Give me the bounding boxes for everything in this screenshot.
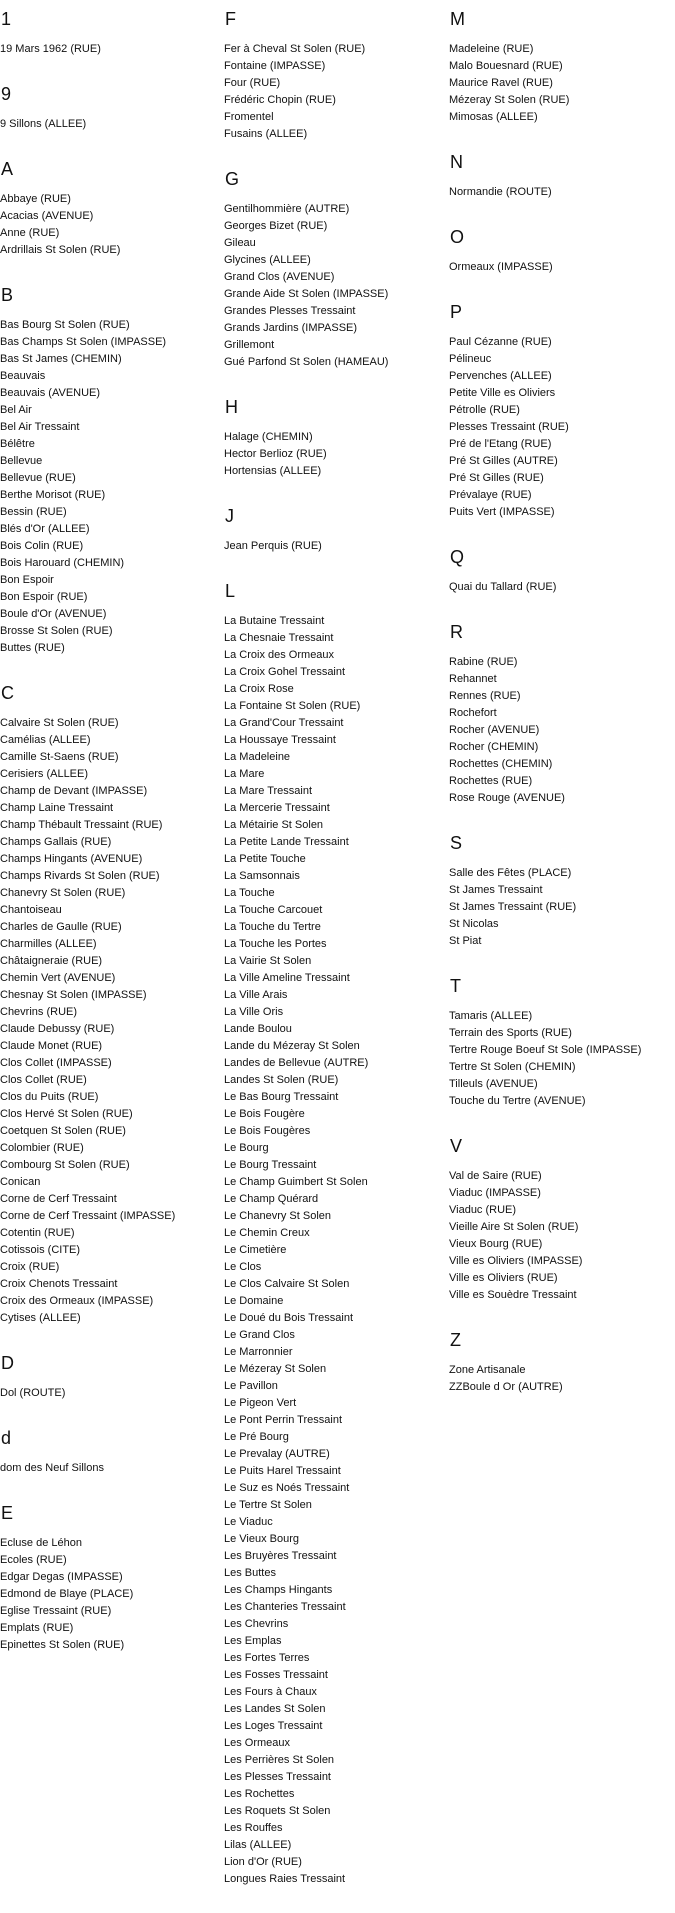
street-name: Champ Thébault Tressaint (RUE)	[0, 819, 163, 831]
section-letter-heading: G	[225, 169, 240, 189]
street-name: Le Clos	[224, 1261, 262, 1273]
street-name: Les Chanteries Tressaint	[224, 1601, 346, 1613]
street-name: Normandie (ROUTE)	[449, 186, 552, 198]
street-name: Champ Laine Tressaint	[0, 802, 114, 814]
section-letter-heading: N	[450, 152, 463, 172]
section-letter-heading: d	[1, 1428, 12, 1448]
street-name: Les Emplas	[224, 1635, 282, 1647]
street-name: Les Perrières St Solen	[224, 1754, 335, 1766]
street-name: Le Vieux Bourg	[224, 1533, 300, 1545]
street-name: Vieille Aire St Solen (RUE)	[449, 1221, 579, 1233]
street-name: Les Champs Hingants	[224, 1584, 333, 1596]
street-name: Salle des Fêtes (PLACE)	[449, 867, 572, 879]
street-list	[224, 429, 446, 480]
street-name: Grande Aide St Solen (IMPASSE)	[224, 288, 389, 300]
street-name: St Piat	[449, 935, 482, 947]
street-name: Rocher (CHEMIN)	[449, 741, 539, 753]
street-name: Cotissois (CITE)	[0, 1244, 81, 1256]
street-name: La Butaine Tressaint	[224, 615, 325, 627]
street-list	[449, 865, 671, 950]
street-name: Berthe Morisot (RUE)	[0, 489, 106, 501]
street-name: Le Champ Quérard	[224, 1193, 319, 1205]
street-name: Le Bourg Tressaint	[224, 1159, 317, 1171]
street-name: Clos Collet (RUE)	[0, 1074, 87, 1086]
street-name: La Touche du Tertre	[224, 921, 321, 933]
street-name: Chesnay St Solen (IMPASSE)	[0, 989, 147, 1001]
street-name: Prévalaye (RUE)	[449, 489, 532, 501]
street-name: Malo Bouesnard (RUE)	[449, 60, 563, 72]
street-name: Les Chevrins	[224, 1618, 289, 1630]
street-name: Rochettes (CHEMIN)	[449, 758, 553, 770]
street-name: La Touche les Portes	[224, 938, 327, 950]
street-name: Les Fosses Tressaint	[224, 1669, 328, 1681]
street-name: Lilas (ALLEE)	[224, 1839, 292, 1851]
street-name: Jean Perquis (RUE)	[224, 540, 322, 552]
street-name: Mimosas (ALLEE)	[449, 111, 538, 123]
street-name: Fromentel	[224, 111, 274, 123]
letter-section	[0, 1352, 222, 1402]
street-name: Combourg St Solen (RUE)	[0, 1159, 130, 1171]
street-list	[0, 41, 222, 58]
street-name: Fontaine (IMPASSE)	[224, 60, 326, 72]
street-name: Gileau	[224, 237, 256, 249]
section-letter-heading: A	[1, 159, 14, 179]
street-name: Claude Monet (RUE)	[0, 1040, 103, 1052]
street-name: La Ville Oris	[224, 1006, 284, 1018]
street-name: Tertre Rouge Boeuf St Sole (IMPASSE)	[449, 1044, 642, 1056]
street-name: Zone Artisanale	[449, 1364, 526, 1376]
street-name: La Croix des Ormeaux	[224, 649, 335, 661]
street-name: Bois Colin (RUE)	[0, 540, 84, 552]
street-name: Ardrillais St Solen (RUE)	[0, 244, 121, 256]
street-name: La Mare	[224, 768, 265, 780]
street-name: Grands Jardins (IMPASSE)	[224, 322, 358, 334]
street-name: Ormeaux (IMPASSE)	[449, 261, 553, 273]
section-letter-heading: T	[450, 976, 461, 996]
street-name: Chanevry St Solen (RUE)	[0, 887, 126, 899]
street-list	[0, 1385, 222, 1402]
street-name: Puits Vert (IMPASSE)	[449, 506, 555, 518]
section-letter-heading: E	[1, 1503, 14, 1523]
street-name: Le Chanevry St Solen	[224, 1210, 332, 1222]
street-name: La Métairie St Solen	[224, 819, 324, 831]
street-name: Rabine (RUE)	[449, 656, 518, 668]
street-name: Les Bruyères Tressaint	[224, 1550, 337, 1562]
street-name: Champs Hingants (AVENUE)	[0, 853, 143, 865]
street-name: Georges Bizet (RUE)	[224, 220, 328, 232]
street-name: La Madeleine	[224, 751, 291, 763]
letter-section	[0, 8, 222, 58]
section-letter-heading: C	[1, 683, 14, 703]
letter-section	[449, 1135, 671, 1304]
street-name: Pré St Gilles (AUTRE)	[449, 455, 558, 467]
section-letter-heading: 1	[1, 9, 12, 29]
street-name: La Touche	[224, 887, 275, 899]
street-name: Le Grand Clos	[224, 1329, 295, 1341]
street-name: Pré St Gilles (RUE)	[449, 472, 544, 484]
street-name: La Ville Ameline Tressaint	[224, 972, 350, 984]
street-name: St James Tressaint (RUE)	[449, 901, 577, 913]
street-name: Beauvais	[0, 370, 46, 382]
street-name: Hector Berlioz (RUE)	[224, 448, 327, 460]
street-name: Le Clos Calvaire St Solen	[224, 1278, 350, 1290]
letter-section	[449, 226, 671, 276]
street-name: dom des Neuf Sillons	[0, 1462, 104, 1474]
street-list	[0, 1460, 222, 1477]
letter-section	[449, 301, 671, 521]
letter-section	[449, 8, 671, 126]
street-name: Grand Clos (AVENUE)	[224, 271, 335, 283]
street-name: 19 Mars 1962 (RUE)	[0, 43, 101, 55]
letter-section	[449, 546, 671, 596]
street-name: Ville es Souèdre Tressaint	[449, 1289, 577, 1301]
street-name: Les Ormeaux	[224, 1737, 291, 1749]
street-name: Le Doué du Bois Tressaint	[224, 1312, 354, 1324]
street-name: Le Tertre St Solen	[224, 1499, 312, 1511]
street-name: Emplats (RUE)	[0, 1622, 74, 1634]
section-letter-heading: Q	[450, 547, 465, 567]
street-name: Fer à Cheval St Solen (RUE)	[224, 43, 366, 55]
street-name: Les Rouffes	[224, 1822, 283, 1834]
street-name: Mézeray St Solen (RUE)	[449, 94, 570, 106]
street-name: St Nicolas	[449, 918, 499, 930]
street-name: Le Bois Fougères	[224, 1125, 311, 1137]
street-name: La Samsonnais	[224, 870, 300, 882]
street-name: Le Puits Harel Tressaint	[224, 1465, 341, 1477]
street-name: St James Tressaint	[449, 884, 543, 896]
street-name: Le Pavillon	[224, 1380, 278, 1392]
street-name: Ville es Oliviers (RUE)	[449, 1272, 558, 1284]
street-name: Pélineuc	[449, 353, 492, 365]
street-name: Gué Parfond St Solen (HAMEAU)	[224, 356, 389, 368]
street-name: Bas St James (CHEMIN)	[0, 353, 122, 365]
street-name: Rochettes (RUE)	[449, 775, 533, 787]
street-name: Le Chemin Creux	[224, 1227, 310, 1239]
street-list	[449, 41, 671, 126]
letter-section	[449, 621, 671, 807]
section-letter-heading: 9	[1, 84, 12, 104]
street-name: Clos Hervé St Solen (RUE)	[0, 1108, 133, 1120]
street-name: Grandes Plesses Tressaint	[224, 305, 356, 317]
street-name: Clos Collet (IMPASSE)	[0, 1057, 112, 1069]
street-name: La Mercerie Tressaint	[224, 802, 330, 814]
street-name: Rochefort	[449, 707, 497, 719]
street-name: Bon Espoir	[0, 574, 54, 586]
street-name: Gentilhommière (AUTRE)	[224, 203, 350, 215]
street-name: Pervenches (ALLEE)	[449, 370, 552, 382]
street-name: Vieux Bourg (RUE)	[449, 1238, 543, 1250]
street-name: Touche du Tertre (AVENUE)	[449, 1095, 586, 1107]
street-name: Colombier (RUE)	[0, 1142, 84, 1154]
street-name: Le Bois Fougère	[224, 1108, 305, 1120]
street-name: Cotentin (RUE)	[0, 1227, 75, 1239]
street-name: Bel Air	[0, 404, 32, 416]
street-name: Madeleine (RUE)	[449, 43, 534, 55]
street-name: Quai du Tallard (RUE)	[449, 581, 557, 593]
street-name: Ecluse de Léhon	[0, 1537, 82, 1549]
street-name: Croix Chenots Tressaint	[0, 1278, 118, 1290]
street-name: Terrain des Sports (RUE)	[449, 1027, 572, 1039]
section-letter-heading: S	[450, 833, 463, 853]
letter-section	[0, 682, 222, 1327]
street-name: Corne de Cerf Tressaint (IMPASSE)	[0, 1210, 176, 1222]
street-name: Bon Espoir (RUE)	[0, 591, 88, 603]
street-list	[449, 1168, 671, 1304]
street-name: La Ville Arais	[224, 989, 288, 1001]
street-name: Le Suz es Noés Tressaint	[224, 1482, 350, 1494]
street-name: Rennes (RUE)	[449, 690, 521, 702]
letter-section	[224, 580, 446, 1888]
street-name: Paul Cézanne (RUE)	[449, 336, 552, 348]
street-name: Plesses Tressaint (RUE)	[449, 421, 569, 433]
street-list	[449, 259, 671, 276]
street-name: Cytises (ALLEE)	[0, 1312, 81, 1324]
letter-section	[0, 158, 222, 259]
street-name: Corne de Cerf Tressaint	[0, 1193, 117, 1205]
street-name: Anne (RUE)	[0, 227, 60, 239]
street-name: Pétrolle (RUE)	[449, 404, 520, 416]
street-name: ZZBoule d Or (AUTRE)	[449, 1381, 563, 1393]
letter-section	[0, 1427, 222, 1477]
street-name: Croix des Ormeaux (IMPASSE)	[0, 1295, 154, 1307]
street-name: Les Rochettes	[224, 1788, 295, 1800]
street-name: Lande Boulou	[224, 1023, 292, 1035]
street-name: Acacias (AVENUE)	[0, 210, 94, 222]
street-list	[449, 334, 671, 521]
letter-section	[449, 151, 671, 201]
street-name: Le Viaduc	[224, 1516, 273, 1528]
street-list	[224, 41, 446, 143]
section-letter-heading: F	[225, 9, 236, 29]
street-name: Rose Rouge (AVENUE)	[449, 792, 565, 804]
street-name: Val de Saire (RUE)	[449, 1170, 542, 1182]
street-name: Beauvais (AVENUE)	[0, 387, 101, 399]
street-name: Le Bourg	[224, 1142, 269, 1154]
street-name: Les Roquets St Solen	[224, 1805, 331, 1817]
street-name: Châtaigneraie (RUE)	[0, 955, 103, 967]
letter-section	[0, 1502, 222, 1654]
street-list	[449, 184, 671, 201]
street-name: Les Plesses Tressaint	[224, 1771, 331, 1783]
street-name: Le Pré Bourg	[224, 1431, 289, 1443]
street-name: Le Cimetière	[224, 1244, 287, 1256]
street-name: Le Mézeray St Solen	[224, 1363, 327, 1375]
street-name: Edmond de Blaye (PLACE)	[0, 1588, 134, 1600]
street-name: Rehannet	[449, 673, 497, 685]
street-name: Calvaire St Solen (RUE)	[0, 717, 119, 729]
street-name: Longues Raies Tressaint	[224, 1873, 346, 1885]
street-index-column-1	[0, 8, 222, 1679]
street-name: Charles de Gaulle (RUE)	[0, 921, 122, 933]
street-name: Bélêtre	[0, 438, 35, 450]
street-name: Les Fortes Terres	[224, 1652, 310, 1664]
street-name: La Touche Carcouet	[224, 904, 323, 916]
street-name: La Croix Gohel Tressaint	[224, 666, 346, 678]
street-list	[224, 201, 446, 371]
street-name: Cerisiers (ALLEE)	[0, 768, 89, 780]
street-name: Conican	[0, 1176, 41, 1188]
street-name: Landes de Bellevue (AUTRE)	[224, 1057, 369, 1069]
street-name: Les Fours à Chaux	[224, 1686, 317, 1698]
section-letter-heading: O	[450, 227, 465, 247]
street-list	[0, 1535, 222, 1654]
street-name: Maurice Ravel (RUE)	[449, 77, 553, 89]
street-name: Abbaye (RUE)	[0, 193, 71, 205]
street-name: Chemin Vert (AVENUE)	[0, 972, 116, 984]
street-list	[449, 1008, 671, 1110]
street-index-column-3	[449, 8, 671, 1421]
street-name: Le Marronnier	[224, 1346, 293, 1358]
street-name: Lande du Mézeray St Solen	[224, 1040, 360, 1052]
street-name: La Croix Rose	[224, 683, 294, 695]
street-name: Brosse St Solen (RUE)	[0, 625, 113, 637]
street-name: Landes St Solen (RUE)	[224, 1074, 339, 1086]
street-name: Le Domaine	[224, 1295, 284, 1307]
street-name: Le Bas Bourg Tressaint	[224, 1091, 339, 1103]
street-name: Charmilles (ALLEE)	[0, 938, 97, 950]
street-name: Buttes (RUE)	[0, 642, 65, 654]
street-name: Champs Gallais (RUE)	[0, 836, 112, 848]
section-letter-heading: H	[225, 397, 238, 417]
street-name: Le Prevalay (AUTRE)	[224, 1448, 330, 1460]
street-name: Grillemont	[224, 339, 275, 351]
street-name: Viaduc (IMPASSE)	[449, 1187, 541, 1199]
street-name: Camélias (ALLEE)	[0, 734, 91, 746]
street-list	[449, 579, 671, 596]
section-letter-heading: V	[450, 1136, 463, 1156]
street-name: Les Loges Tressaint	[224, 1720, 323, 1732]
street-name: Le Pigeon Vert	[224, 1397, 297, 1409]
street-name: La Mare Tressaint	[224, 785, 313, 797]
street-name: Petite Ville es Oliviers	[449, 387, 556, 399]
street-name: Chevrins (RUE)	[0, 1006, 78, 1018]
street-name: Le Champ Guimbert St Solen	[224, 1176, 368, 1188]
street-name: Le Pont Perrin Tressaint	[224, 1414, 343, 1426]
street-list	[449, 1362, 671, 1396]
street-name: Bellevue (RUE)	[0, 472, 76, 484]
street-name: Coetquen St Solen (RUE)	[0, 1125, 126, 1137]
letter-section	[449, 832, 671, 950]
street-name: Eglise Tressaint (RUE)	[0, 1605, 112, 1617]
street-name: Ville es Oliviers (IMPASSE)	[449, 1255, 583, 1267]
street-name: Tamaris (ALLEE)	[449, 1010, 533, 1022]
letter-section	[224, 168, 446, 371]
street-name: La Chesnaie Tressaint	[224, 632, 334, 644]
street-name: La Houssaye Tressaint	[224, 734, 336, 746]
street-name: Ecoles (RUE)	[0, 1554, 67, 1566]
street-name: Fusains (ALLEE)	[224, 128, 308, 140]
street-name: Champs Rivards St Solen (RUE)	[0, 870, 160, 882]
street-name: Tilleuls (AVENUE)	[449, 1078, 538, 1090]
street-name: Chantoiseau	[0, 904, 62, 916]
street-name: Frédéric Chopin (RUE)	[224, 94, 336, 106]
street-name: Halage (CHEMIN)	[224, 431, 313, 443]
section-letter-heading: Z	[450, 1330, 461, 1350]
street-name: Pré de l'Etang (RUE)	[449, 438, 552, 450]
street-name: La Vairie St Solen	[224, 955, 312, 967]
street-name: Claude Debussy (RUE)	[0, 1023, 115, 1035]
letter-section	[449, 975, 671, 1110]
street-name: Four (RUE)	[224, 77, 281, 89]
street-name: Blés d'Or (ALLEE)	[0, 523, 90, 535]
street-name: Bel Air Tressaint	[0, 421, 80, 433]
street-index-column-2	[224, 8, 446, 1913]
street-name: Clos du Puits (RUE)	[0, 1091, 99, 1103]
letter-section	[0, 83, 222, 133]
section-letter-heading: R	[450, 622, 463, 642]
street-name: Glycines (ALLEE)	[224, 254, 311, 266]
street-list	[0, 191, 222, 259]
letter-section	[0, 284, 222, 657]
street-name: Viaduc (RUE)	[449, 1204, 517, 1216]
street-name: Boule d'Or (AVENUE)	[0, 608, 107, 620]
street-name: Bellevue	[0, 455, 43, 467]
street-list	[0, 116, 222, 133]
street-name: Lion d'Or (RUE)	[224, 1856, 302, 1868]
street-name: Edgar Degas (IMPASSE)	[0, 1571, 123, 1583]
street-name: Camille St-Saens (RUE)	[0, 751, 119, 763]
street-list	[224, 613, 446, 1888]
letter-section	[224, 396, 446, 480]
section-letter-heading: D	[1, 1353, 14, 1373]
street-name: Bas Champs St Solen (IMPASSE)	[0, 336, 167, 348]
street-name: 9 Sillons (ALLEE)	[0, 118, 87, 130]
street-name: La Petite Lande Tressaint	[224, 836, 349, 848]
street-name: Bessin (RUE)	[0, 506, 67, 518]
street-list	[0, 317, 222, 657]
section-letter-heading: J	[225, 506, 234, 526]
street-name: Champ de Devant (IMPASSE)	[0, 785, 148, 797]
street-name: Les Buttes	[224, 1567, 276, 1579]
street-list	[224, 538, 446, 555]
street-name: Les Landes St Solen	[224, 1703, 326, 1715]
street-name: Epinettes St Solen (RUE)	[0, 1639, 125, 1651]
letter-section	[224, 8, 446, 143]
street-list	[0, 715, 222, 1327]
section-letter-heading: L	[225, 581, 236, 601]
street-name: Rocher (AVENUE)	[449, 724, 540, 736]
street-name: La Petite Touche	[224, 853, 306, 865]
section-letter-heading: B	[1, 285, 14, 305]
street-name: Dol (ROUTE)	[0, 1387, 66, 1399]
street-name: La Grand'Cour Tressaint	[224, 717, 344, 729]
street-name: Bas Bourg St Solen (RUE)	[0, 319, 130, 331]
section-letter-heading: P	[450, 302, 463, 322]
street-name: Croix (RUE)	[0, 1261, 60, 1273]
street-name: Bois Harouard (CHEMIN)	[0, 557, 125, 569]
street-name: Hortensias (ALLEE)	[224, 465, 322, 477]
letter-section	[449, 1329, 671, 1396]
letter-section	[224, 505, 446, 555]
street-name: La Fontaine St Solen (RUE)	[224, 700, 361, 712]
street-list	[449, 654, 671, 807]
street-name: Tertre St Solen (CHEMIN)	[449, 1061, 576, 1073]
section-letter-heading: M	[450, 9, 465, 29]
